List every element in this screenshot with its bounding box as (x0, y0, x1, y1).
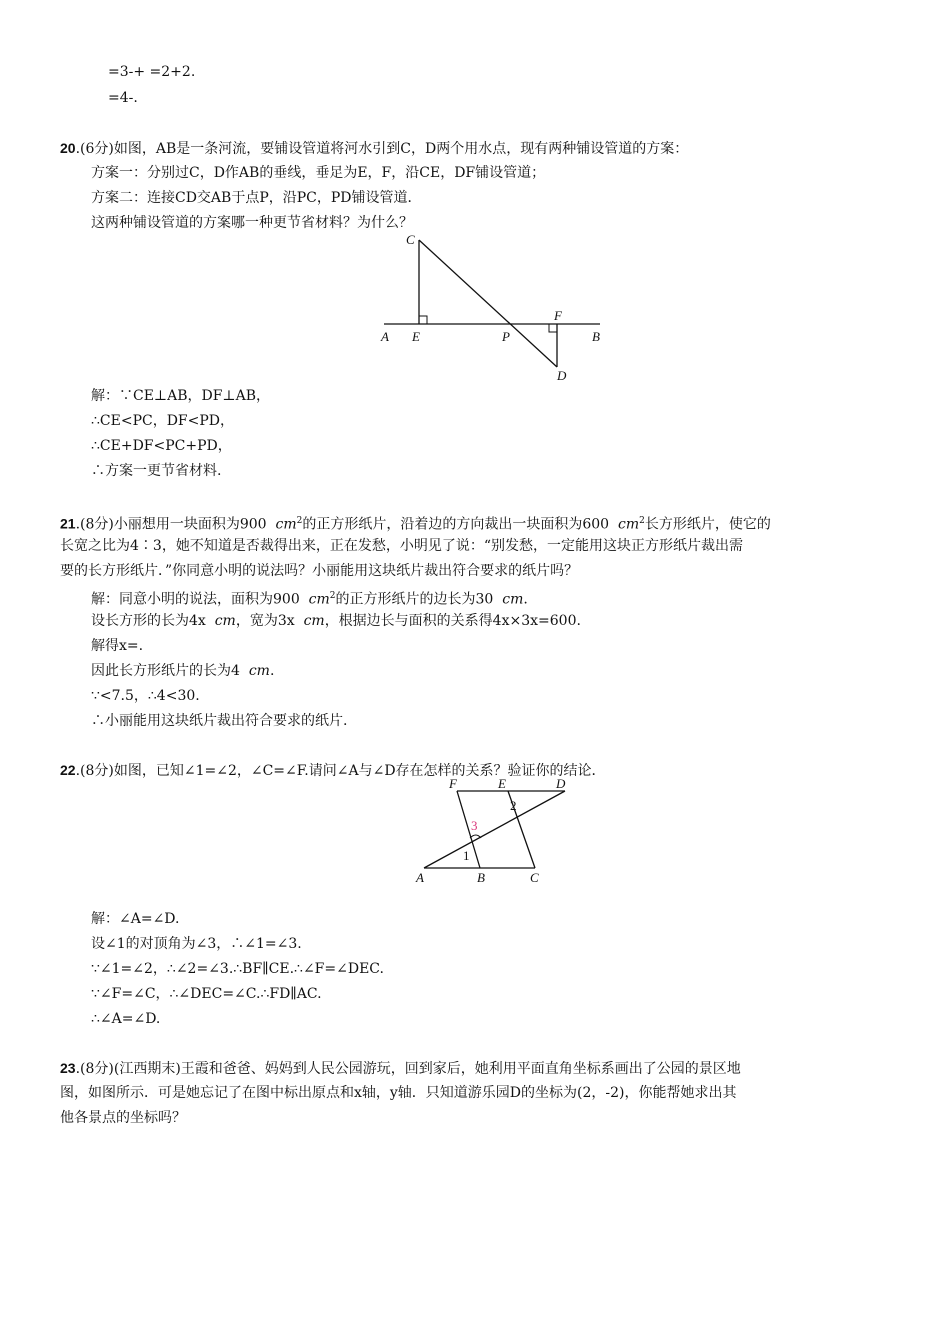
q22-solution-2: 设∠1的对顶角为∠3，∴∠1=∠3. (91, 936, 302, 952)
q22-figure (410, 776, 590, 888)
text: . (269, 663, 275, 679)
label-c: C (406, 232, 415, 247)
q23-stem-line-3: 他各景点的坐标吗？ (60, 1110, 186, 1126)
q20-solution-2: ∴CE<PC，DF<PD， (91, 413, 235, 429)
superscript: 2 (329, 591, 336, 601)
q21-text-c: 长方形纸片，使它的 (644, 516, 771, 533)
label-f: F (554, 308, 562, 323)
superscript: 2 (639, 516, 645, 526)
text: 解：同意小明的说法，面积为900 (91, 591, 300, 608)
text: ，宽为3x (235, 613, 295, 629)
unit-cm: cm (618, 516, 640, 533)
right-angle-e (419, 316, 427, 324)
q20-plan1: 方案一：分别过C，D作AB的垂线，垂足为E，F，沿CE，DF铺设管道； (91, 165, 546, 181)
text: 设长方形的长为4x (91, 613, 206, 629)
unit-cm: cm (275, 516, 297, 533)
q20-stem (60, 138, 688, 159)
formula-line-1: =3-+ =2+2. (108, 64, 196, 80)
q23-stem-line-2: 图，如图所示．可是她忘记了在图中标出原点和x轴，y轴．只知道游乐园D的坐标为(2，-2)，你能帮她求出其 (60, 1085, 737, 1101)
label-a: A (381, 329, 389, 344)
text: . (523, 591, 528, 608)
q21-stem-line-3: 要的长方形纸片．”你同意小明的说法吗？小丽能用这块纸片裁出符合要求的纸片吗？ (60, 563, 579, 579)
unit-cm: cm (502, 591, 524, 608)
q21-solution-2 (91, 611, 581, 631)
label-c: C (530, 870, 539, 885)
right-angle-f (549, 324, 557, 332)
label-angle-2: 2 (510, 798, 517, 813)
q20-question: 这两种铺设管道的方案哪一种更节省材料？为什么？ (91, 215, 413, 231)
q22-number: 22 (60, 762, 76, 778)
label-d: D (557, 368, 567, 383)
label-e: E (412, 329, 420, 344)
formula-line-2: =4-. (108, 90, 138, 106)
q20-stem-text: .(6分)如图，AB是一条河流，要铺设管道将河水引到C，D两个用水点，现有两种铺设管道的方案： (75, 141, 689, 157)
superscript: 2 (296, 516, 303, 526)
q22-solution-5: ∴∠A=∠D. (91, 1011, 161, 1027)
q22-solution-1: 解：∠A=∠D. (91, 911, 180, 927)
label-e: E (498, 776, 506, 791)
label-angle-1: 1 (463, 848, 470, 863)
q21-solution-5: ∵<7.5，∴4<30. (91, 688, 200, 704)
text: 因此长方形纸片的长为4 (91, 663, 240, 679)
label-b: B (592, 329, 600, 344)
q20-solution-3: ∴CE+DF<PC+PD， (91, 438, 232, 454)
segment-cd (419, 240, 557, 367)
text: ，根据边长与面积的关系得4x×3x=600. (324, 613, 581, 629)
q22-solution-3: ∵∠1=∠2，∴∠2=∠3.∴BF∥CE.∴∠F=∠DEC. (91, 961, 384, 977)
unit-cm: cm (248, 663, 270, 679)
label-a: A (416, 870, 424, 885)
text: 的正方形纸片的边长为30 (335, 591, 494, 608)
q21-text-b: 的正方形纸片，沿着边的方向裁出一块面积为600 (302, 516, 610, 533)
label-b: B (477, 870, 485, 885)
q21-stem-line-1 (60, 511, 771, 535)
q21-solution-6: ∴小丽能用这块纸片裁出符合要求的纸片. (91, 713, 348, 729)
q20-number: 20 (60, 140, 76, 156)
q21-solution-1 (91, 586, 528, 610)
q22-solution-4: ∵∠F=∠C，∴∠DEC=∠C.∴FD∥AC. (91, 986, 322, 1002)
label-p: P (502, 329, 510, 344)
unit-cm: cm (308, 591, 330, 608)
label-f: F (449, 776, 457, 791)
q20-plan2: 方案二：连接CD交AB于点P，沿PC，PD铺设管道． (91, 190, 422, 206)
q21-text-a: .(8分)小丽想用一块面积为900 (75, 516, 267, 533)
q23-stem-line-1 (60, 1058, 741, 1079)
q23-number: 23 (60, 1060, 76, 1076)
q20-solution-4: ∴方案一更节省材料. (91, 463, 222, 479)
line-ad (424, 791, 565, 868)
label-d: D (556, 776, 566, 791)
q23-stem-text: .(8分)(江西期末)王霞和爸爸、妈妈到人民公园游玩，回到家后，她利用平面直角坐标系画出了公园的景区地 (75, 1061, 741, 1077)
q22-stem-text: .(8分)如图，已知∠1=∠2，∠C=∠F.请问∠A与∠D存在怎样的关系？验证你的结论． (75, 763, 606, 779)
label-angle-3: 3 (471, 818, 478, 833)
q21-solution-3: 解得x=. (91, 638, 144, 654)
unit-cm: cm (303, 613, 325, 629)
q21-stem-line-2: 长宽之比为4∶3，她不知道是否裁得出来，正在发愁，小明见了说：“别发愁，一定能用这块正方形纸片裁出需 (60, 538, 743, 554)
unit-cm: cm (214, 613, 236, 629)
q20-figure (370, 228, 620, 388)
q20-solution-1: 解：∵CE⊥AB，DF⊥AB， (91, 388, 270, 404)
q21-number: 21 (60, 515, 76, 532)
q21-solution-4 (91, 661, 274, 681)
